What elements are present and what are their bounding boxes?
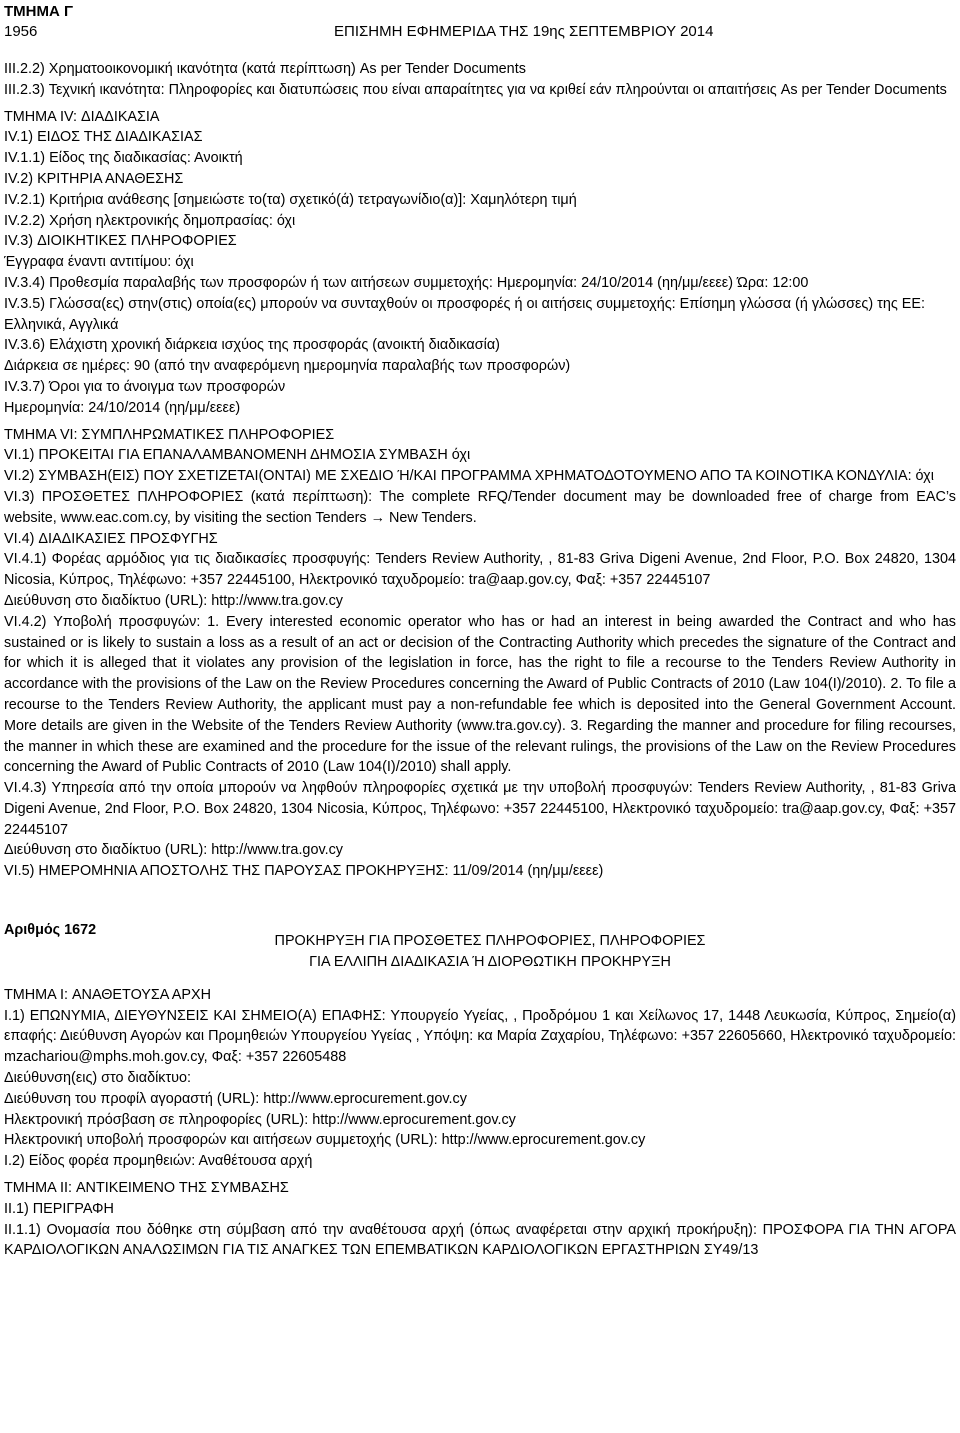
text-line: Ηλεκτρονική πρόσβαση σε πληροφορίες (URL): http://www.eprocurement.gov.cy (4, 1111, 516, 1128)
text-line: I.2) Είδος φορέα προμηθειών: Αναθέτουσα αρχή (4, 1153, 313, 1170)
text-line: IV.3.7) Όροι για το άνοιγμα των προσφορών (4, 378, 286, 395)
notice-title-line-2: ΓΙΑ ΕΛΛΙΠΗ ΔΙΑΔΙΚΑΣΙΑ Ή ΔΙΟΡΘΩΤΙΚΗ ΠΡΟΚΗΡΥΞΗ (309, 953, 671, 970)
text-line: Έγγραφα έναντι αντιτίμου: όχι (4, 254, 194, 271)
section-heading-ii: ΤΜΗΜΑ II: ΑΝΤΙΚΕΙΜΕΝΟ ΤΗΣ ΣΥΜΒΑΣΗΣ (4, 1180, 289, 1197)
paragraph-vi-4-3: VI.4.3) Υπηρεσία από την οποία μπορούν να ληφθούν πληροφορίες σχετικά με την υποβολή προσφυγών: Tenders Review Authority, , 81-83 Griva Digeni Avenue, 2nd Floor, P.O. Box 24820, 1304 Nicosia, Κύπρος, Τηλέφωνο: +357 22445100, Ηλεκτρονικό ταχυδρομείο: tra@aap.gov.cy, Φαξ: +357 22445107 (4, 780, 956, 838)
paragraph-iv-3-5: IV.3.5) Γλώσσα(ες) στην(στις) οποία(ες) μπορούν να συνταχθούν οι προσφορές ή οι αιτήσεις συμμετοχής: Επίσημη γλώσσα (ή γλώσσες) της ΕΕ: (4, 295, 925, 312)
text-line: Ελληνικά, Αγγλικά (4, 316, 119, 333)
section-label: ΤΜΗΜΑ Γ (4, 3, 74, 20)
paragraph-vi-4-1: VI.4.1) Φορέας αρμόδιος για τις διαδικασίες προσφυγής: Tenders Review Authority, , 81-83 Griva Digeni Avenue, 2nd Floor, P.O. Box 24820, 1304 Nicosia, Κύπρος, Τηλέφωνο: +357 22445100, Ηλεκτρονικό ταχυδρομείο: tra@aap.gov.cy, Φαξ: +357 22445107 (4, 551, 956, 589)
text-line: IV.2.1) Κριτήρια ανάθεσης [σημειώστε το(τα) σχετικό(ά) τετραγωνίδιο(α)]: Χαμηλότερη τιμή (4, 191, 577, 208)
notice-title-line-1: ΠΡΟΚΗΡΥΞΗ ΓΙΑ ΠΡΟΣΘΕΤΕΣ ΠΛΗΡΟΦΟΡΙΕΣ, ΠΛΗΡΟΦΟΡΙΕΣ (274, 932, 706, 949)
header-row (4, 21, 956, 43)
body-text (4, 59, 956, 1261)
text-line: IV.2.2) Χρήση ηλεκτρονικής δημοπρασίας: όχι (4, 212, 296, 229)
paragraph-i-1: I.1) ΕΠΩΝΥΜΙΑ, ΔΙΕΥΘΥΝΣΕΙΣ ΚΑΙ ΣΗΜΕΙΟ(Α) ΕΠΑΦΗΣ: Υπουργείο Υγείας, , Προδρόμου 1 και Χείλωνος 17, 1448 Λευκωσία, Κύπρος, Σημείο(α) επαφής: Διεύθυνση Αγορών και Προμηθειών Υπουργείου Υγείας , Υπόψη: κα Μαρία Ζαχαρίου, Τηλέφωνο: +357 22605660, Ηλεκτρονικό ταχυδρομείο: mzachariou@mphs.moh.gov.cy, Φαξ: +357 22605488 (4, 1007, 956, 1066)
paragraph-vi-3: VI.3) ΠΡΟΣΘΕΤΕΣ ΠΛΗΡΟΦΟΡΙΕΣ (κατά περίπτωση): The complete RFQ/Tender document may be downloaded free of charge from EAC’s website, www.eac.com.cy, by visiting the section Tenders → New Tenders. (4, 488, 956, 526)
text-line: VI.1) ΠΡΟΚΕΙΤΑΙ ΓΙΑ ΕΠΑΝΑΛΑΜΒΑΝΟΜΕΝΗ ΔΗΜΟΣΙΑ ΣΥΜΒΑΣΗ όχι (4, 447, 471, 464)
text-line: Διεύθυνση(εις) στο διαδίκτυο: (4, 1070, 192, 1087)
text-line: Διεύθυνση στο διαδίκτυο (URL): http://www.tra.gov.cy (4, 842, 343, 859)
text-line: IV.1) ΕΙΔΟΣ ΤΗΣ ΔΙΑΔΙΚΑΣΙΑΣ (4, 129, 203, 146)
text-line: II.1) ΠΕΡΙΓΡΑΦΗ (4, 1200, 114, 1217)
gazette-title: ΕΠΙΣΗΜΗ ΕΦΗΜΕΡΙΔΑ ΤΗΣ 19ης ΣΕΠΤΕΜΒΡΙΟΥ 2014 (334, 23, 714, 40)
page-number: 1956 (4, 23, 38, 40)
text-line: IV.1.1) Είδος της διαδικασίας: Ανοικτή (4, 150, 243, 167)
text-line: IV.3) ΔΙΟΙΚΗΤΙΚΕΣ ΠΛΗΡΟΦΟΡΙΕΣ (4, 233, 237, 250)
text-line: Διεύθυνση στο διαδίκτυο (URL): http://www.tra.gov.cy (4, 592, 343, 609)
paragraph-vi-4-2: VI.4.2) Υποβολή προσφυγών: 1. Every interested economic operator who has or had an interest in being awarded the Contract and who has sustained or is likely to sustain a loss as a result of an act or decision of the Contracting Authority which precedes the signature of the Contract and for which it is alleged that it violates any provision of the legislation in force, has the right to file a recourse to the Tenders Review Authority in accordance with the provisions of the Law on the Review Procedures concerning the Award of Public Contracts of 2010 (Law 104(I)/2010). 2. To file a recourse to the Tenders Review Authority, the applicant must pay a non-refundable fee which is deposited into the General Government Account. More details are given in the Website of the Tenders Review Authority (www.tra.gov.cy). 3. Regarding the manner and procedure for filing recourses, the manner in which these are examined and the procedure for the issue of the relevant rulings, the provisions of the Law on the Review Procedures concerning the Award of Public Contracts of 2010 (Law 104(I)/2010) shall apply. (4, 613, 956, 776)
section-heading-iv: ΤΜΗΜΑ IV: ΔΙΑΔΙΚΑΣΙΑ (4, 108, 160, 125)
section-heading-i: ΤΜΗΜΑ I: ΑΝΑΘΕΤΟΥΣΑ ΑΡΧΗ (4, 986, 211, 1003)
text-line: VI.5) ΗΜΕΡΟΜΗΝΙΑ ΑΠΟΣΤΟΛΗΣ ΤΗΣ ΠΑΡΟΥΣΑΣ ΠΡΟΚΗΡΥΞΗΣ: 11/09/2014 (ηη/μμ/εεεε) (4, 863, 604, 880)
paragraph-vi-2: VI.2) ΣΥΜΒΑΣΗ(ΕΙΣ) ΠΟΥ ΣΧΕΤΙΖΕΤΑΙ(ΟΝΤΑΙ) ΜΕ ΣΧΕΔΙΟ Ή/ΚΑΙ ΠΡΟΓΡΑΜΜΑ ΧΡΗΜΑΤΟΔΟΤΟΥΜΕΝΟ ΑΠΟ ΤΑ ΚΟΙΝΟΤΙΚΑ ΚΟΝΔΥΛΙΑ: όχι (4, 468, 934, 485)
paragraph-ii-1-1: II.1.1) Ονομασία που δόθηκε στη σύμβαση από την αναθέτουσα αρχή (όπως αναφέρεται στην αρχική προκήρυξη): ΠΡΟΣΦΟΡΑ ΓΙΑ ΤΗΝ ΑΓΟΡΑ ΚΑΡΔΙΟΛΟΓΙΚΩΝ ΑΝΑΛΩΣΙΜΩΝ ΓΙΑ ΤΙΣ ΑΝΑΓΚΕΣ ΤΩΝ ΕΠΕΜΒΑΤΙΚΩΝ ΚΑΡΔΙΟΛΟΓΙΚΩΝ ΕΡΓΑΣΤΗΡΙΩΝ ΣΥ49/13 (4, 1221, 956, 1259)
text-line: Ηλεκτρονική υποβολή προσφορών και αιτήσεων συμμετοχής (URL): http://www.eprocurement.gov.cy (4, 1132, 646, 1149)
paragraph-iv-3-4: IV.3.4) Προθεσμία παραλαβής των προσφορών ή των αιτήσεων συμμετοχής: Ημερομηνία: 24/10/2014 (ηη/μμ/εεεε) Ώρα: 12:00 (4, 274, 809, 291)
notice-number: Αριθμός 1672 (4, 922, 97, 939)
text-line: Διάρκεια σε ημέρες: 90 (από την αναφερόμενη ημερομηνία παραλαβής των προσφορών) (4, 358, 571, 375)
text-line: VI.4) ΔΙΑΔΙΚΑΣΙΕΣ ΠΡΟΣΦΥΓΗΣ (4, 530, 218, 547)
section-heading-vi: ΤΜΗΜΑ VI: ΣΥΜΠΛΗΡΩΜΑΤΙΚΕΣ ΠΛΗΡΟΦΟΡΙΕΣ (4, 426, 335, 443)
text-line: Ημερομηνία: 24/10/2014 (ηη/μμ/εεεε) (4, 399, 241, 416)
page-header (4, 0, 956, 43)
paragraph-iii-2-3: III.2.3) Τεχνική ικανότητα: Πληροφορίες και διατυπώσεις που είναι απαραίτητες για να κριθεί εάν πληρούνται οι απαιτήσεις As per Tender Documents (4, 81, 947, 98)
text-line: IV.3.6) Ελάχιστη χρονική διάρκεια ισχύος της προσφοράς (ανοικτή διαδικασία) (4, 337, 500, 354)
notice-title (4, 931, 956, 973)
text-line: IV.2) ΚΡΙΤΗΡΙΑ ΑΝΑΘΕΣΗΣ (4, 170, 184, 187)
gazette-page (4, 0, 956, 1261)
text-line: III.2.2) Χρηματοοικονομική ικανότητα (κατά περίπτωση) As per Tender Documents (4, 61, 526, 77)
text-line: Διεύθυνση του προφίλ αγοραστή (URL): http://www.eprocurement.gov.cy (4, 1090, 467, 1107)
